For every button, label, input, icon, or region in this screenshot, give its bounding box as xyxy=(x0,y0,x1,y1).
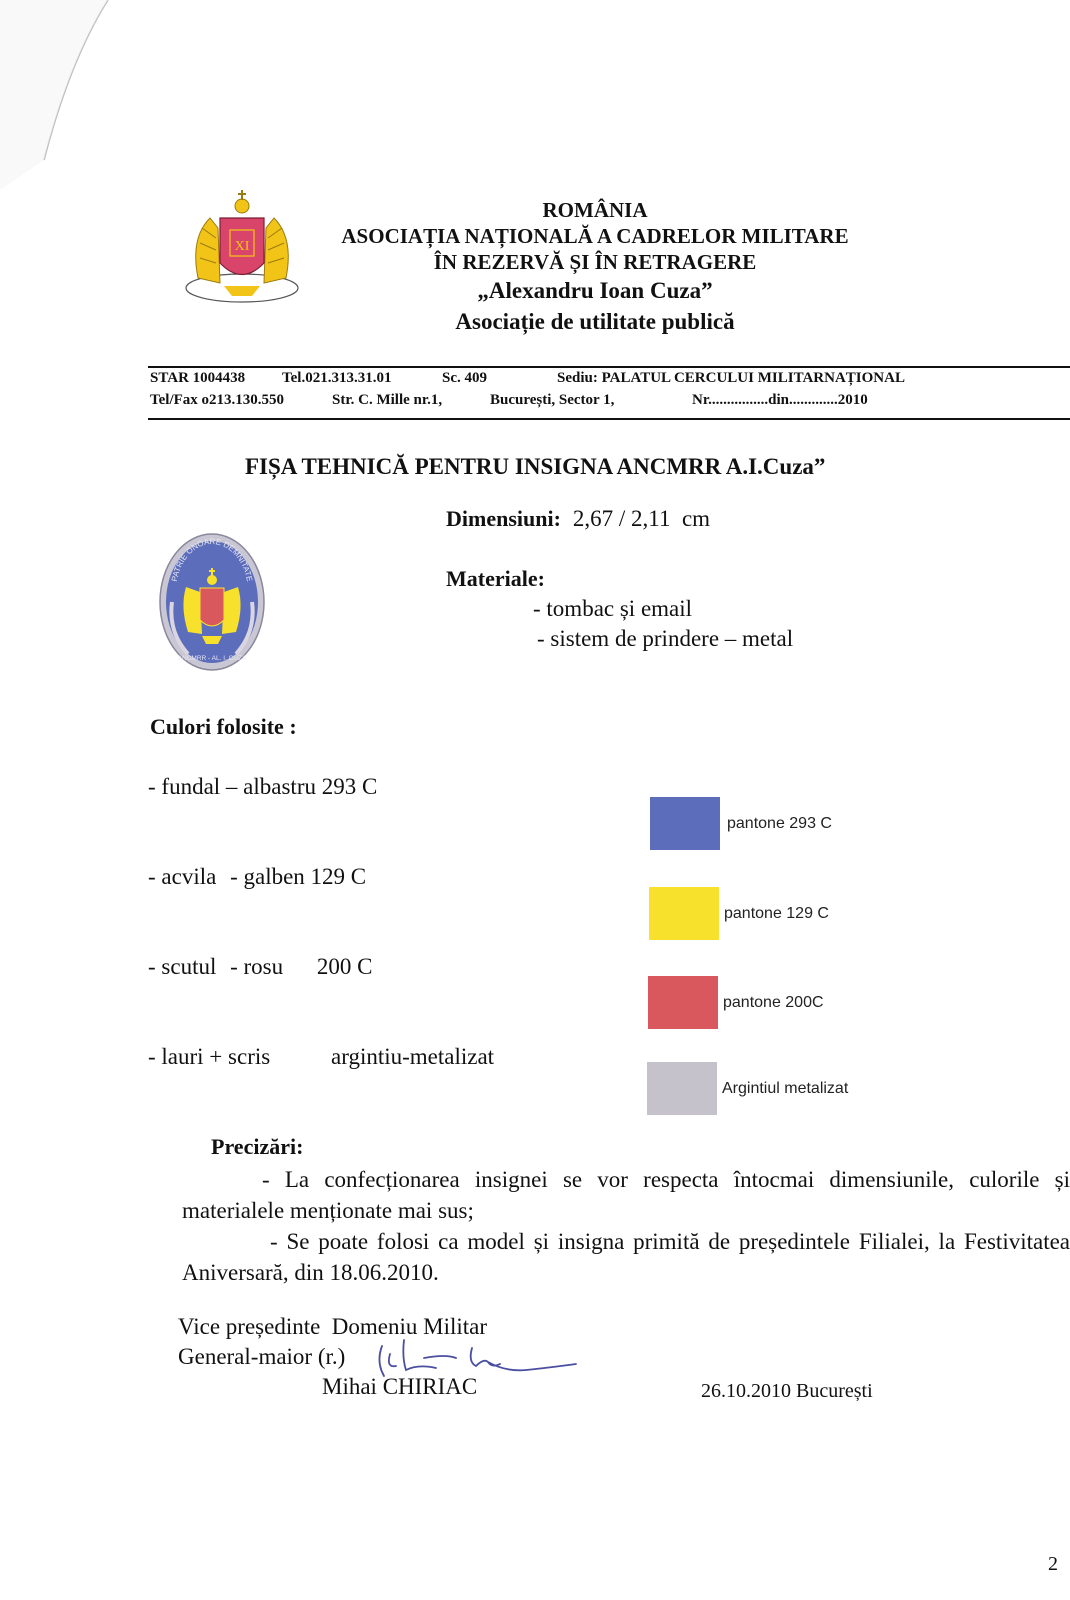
signature-name: Mihai CHIRIAC xyxy=(322,1374,478,1399)
swatch-label-293c: pantone 293 C xyxy=(727,815,832,832)
materials-label: Materiale: xyxy=(446,566,545,591)
color-row-shield-color: - rosu xyxy=(230,954,284,979)
page-fold-corner xyxy=(0,0,130,190)
note-item-2 xyxy=(182,1226,1070,1288)
color-row-shield-code: 200 C xyxy=(316,954,373,979)
note-item-1-text: - La confecționarea insignei se vor respecta întocmai dimensiunile, culorile și materialele menționate mai sus; xyxy=(182,1167,1070,1223)
dimensions-label: Dimensiuni: xyxy=(446,506,561,531)
header-org-name: „Alexandru Ioan Cuza” xyxy=(477,278,713,303)
swatch-pantone-200c xyxy=(648,976,718,1029)
material-item-2: - sistem de prindere – metal xyxy=(537,626,794,651)
notes-heading: Precizări: xyxy=(211,1134,304,1159)
contact-street: Str. C. Mille nr.1, xyxy=(332,392,443,408)
note-item-2-text: - Se poate folosi ca model și insigna primită de președintele Filialei, la Festivitatea Aniversară, din 18.06.2010. xyxy=(182,1229,1070,1285)
swatch-label-silver: Argintiul metalizat xyxy=(722,1080,849,1097)
color-row-eagle-color: - galben 129 C xyxy=(230,864,367,889)
contact-city: București, Sector 1, xyxy=(490,392,615,408)
contact-star: STAR 1004438 xyxy=(150,370,246,386)
color-row-shield xyxy=(148,954,372,980)
color-row-laurels-color: argintiu-metalizat xyxy=(331,1044,495,1069)
svg-text:XI: XI xyxy=(234,239,250,254)
badge-text-bottom: ANCMRR - AL. I. CUZA xyxy=(177,655,247,662)
material-item-1: - tombac și email xyxy=(533,596,693,621)
header-rule-top xyxy=(148,366,1070,368)
coat-of-arms-logo xyxy=(180,188,305,313)
signature-role: Vice președinte Domeniu Militar xyxy=(178,1314,488,1339)
swatch-pantone-129c xyxy=(649,887,719,940)
contact-sediu: Sediu: PALATUL CERCULUI MILITARNAȚIONAL xyxy=(557,370,905,386)
colors-heading: Culori folosite : xyxy=(150,714,297,739)
color-row-laurels xyxy=(148,1044,270,1070)
page-number: 2 xyxy=(1048,1553,1058,1575)
color-row-eagle xyxy=(148,864,366,890)
dimensions-value: 2,67 / 2,11 cm xyxy=(572,506,711,531)
swatch-pantone-293c xyxy=(650,797,720,850)
header-rule-bottom xyxy=(148,418,1070,420)
swatch-label-200c: pantone 200C xyxy=(723,994,824,1011)
contact-tel: Tel.021.313.31.01 xyxy=(282,370,392,386)
signature-rank: General-maior (r.) xyxy=(178,1344,346,1369)
contact-sc: Sc. 409 xyxy=(442,370,487,386)
color-row-laurels-part: - lauri + scris xyxy=(148,1044,271,1069)
signature-date-place: 26.10.2010 București xyxy=(701,1380,873,1402)
document-title: FIȘA TEHNICĂ PENTRU INSIGNA ANCMRR A.I.Cuza” xyxy=(245,454,826,479)
note-item-1 xyxy=(182,1164,1070,1226)
swatch-label-129c: pantone 129 C xyxy=(724,905,829,922)
color-row-shield-part: - scutul xyxy=(148,954,217,979)
color-row-eagle-part: - acvila xyxy=(148,864,217,889)
header-country: ROMÂNIA xyxy=(542,198,648,222)
contact-telfax: Tel/Fax o213.130.550 xyxy=(150,392,285,408)
contact-nr: Nr................din.............2010 xyxy=(692,392,868,408)
dimensions-row xyxy=(446,506,710,532)
badge-text-top: PATRIE ONOARE DEMNITATE xyxy=(169,536,255,583)
swatch-silver-metallic xyxy=(647,1062,717,1115)
color-row-background: - fundal – albastru 293 C xyxy=(148,774,378,799)
header-org-type: Asociație de utilitate publică xyxy=(455,309,735,334)
header-org-line1: ASOCIAȚIA NAȚIONALĂ A CADRELOR MILITARE xyxy=(341,224,849,248)
header-org-line2: ÎN REZERVĂ ȘI ÎN RETRAGERE xyxy=(433,250,757,274)
badge-image xyxy=(158,532,266,672)
